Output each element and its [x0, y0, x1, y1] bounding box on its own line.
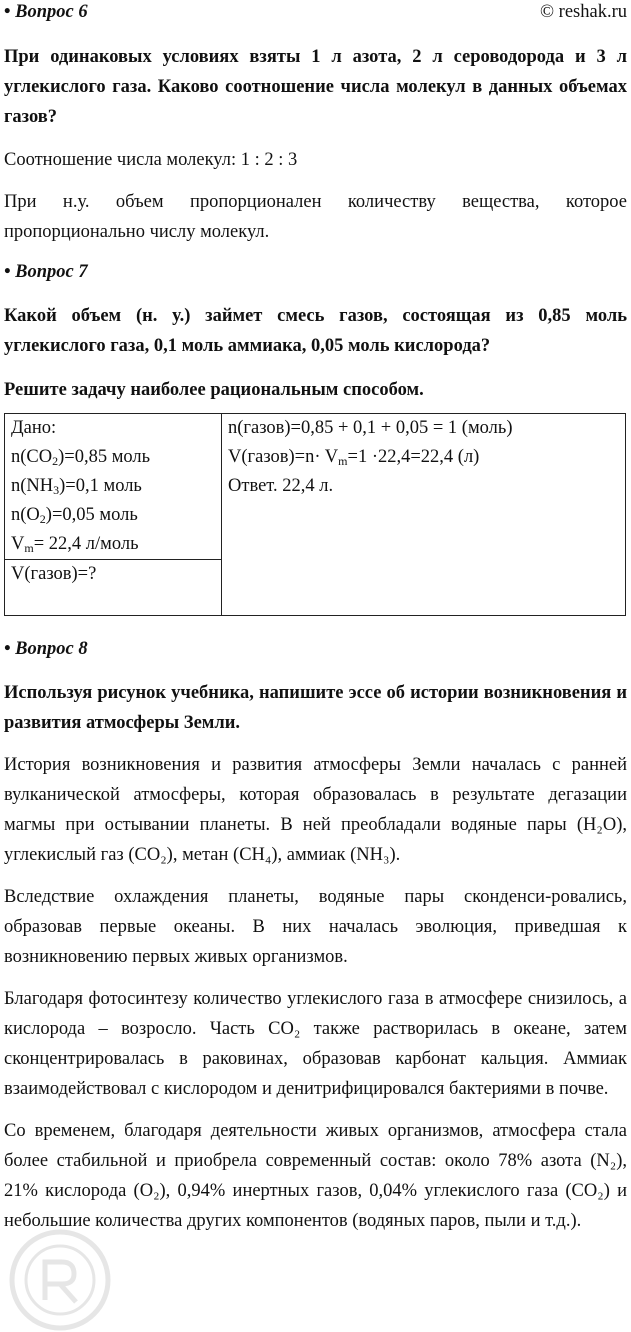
question-6-explanation: При н.у. объем пропорционален количеству вещества, которое пропорционально числу молекул.	[4, 192, 627, 242]
solution-line-1: n(газов)=0,85 + 0,1 + 0,05 = 1 (моль)	[228, 418, 513, 438]
essay-paragraph-2: Вследствие охлаждения планеты, водяные пары сконденси-ровались, образовав первые океаны. В них началась эволюция, приведшая к возникновению первых живых организмов.	[4, 887, 627, 967]
task-table	[4, 413, 626, 616]
page-header	[4, 0, 627, 28]
solution-answer: Ответ. 22,4 л.	[228, 476, 334, 496]
essay-paragraph-4: Со временем, благодаря деятельности живых организмов, атмосфера стала более стабильной и приобрела современный состав: около 78% азота (N₂), 21% кислорода (O₂), 0,94% инертных газов, 0,04% углекислого газа (CO₂) и небольшие количества других компонентов (водяных паров, пыли и т.д.).	[4, 1121, 627, 1231]
given-nh3: $n(NH_3)=0,1$ моль	[11, 476, 142, 497]
given-title: Дано:	[11, 418, 57, 438]
solution-line-2: V(газов)=n· $V_m=1 \cdot 22,4=22,4$ (л)	[228, 447, 480, 468]
question-7-instruction: Решите задачу наиболее рациональным способом.	[4, 380, 424, 400]
question-8-heading: • Вопрос 8	[4, 639, 88, 659]
given-cell	[5, 414, 222, 560]
solution-cell	[222, 414, 626, 616]
question-8-text: Используя рисунок учебника, напишите эссе об истории возникновения и развития атмосферы Земли.	[4, 683, 627, 733]
given-vm: $V_m= 22,4$ л/моль	[11, 534, 139, 555]
given-co2: $n(CO_2)=0,85$ моль	[11, 447, 151, 468]
find-value: V(газов)=?	[11, 564, 97, 584]
question-6-text: При одинаковых условиях взяты 1 л азота, 2 л сероводорода и 3 л углекислого газа. Каково соотношение числа молекул в данных объемах газов?	[4, 47, 627, 127]
document-page	[4, 0, 627, 1236]
find-cell	[5, 560, 222, 616]
question-7-text: Какой объем (н. у.) займет смесь газов, состоящая из 0,85 моль углекислого газа, 0,1 моль аммиака, 0,05 моль кислорода?	[4, 306, 627, 356]
essay-paragraph-1: История возникновения и развития атмосферы Земли началась с ранней вулканической атмосферы, которая образовалась в результате дегазации магмы при остывании планеты. В ней преобладали водяные пары (H₂O), углекислый газ (CO₂), метан (CH₄), аммиак (NH₃).	[4, 755, 627, 865]
site-credit: © reshak.ru	[540, 2, 627, 22]
given-o2: $n(O_2)=0,05$ моль	[11, 505, 138, 526]
question-7-heading: • Вопрос 7	[4, 262, 88, 282]
question-6-heading: • Вопрос 6	[4, 2, 88, 22]
question-6-answer: Соотношение числа молекул: 1 : 2 : 3	[4, 150, 298, 170]
essay-paragraph-3: Благодаря фотосинтезу количество углекислого газа в атмосфере снизилось, а кислорода – возросло. Часть CO₂ также растворилась в океане, затем сконцентрировалась в раковинах, образовав карбонат кальция. Аммиак взаимодействовал с кислородом и денитрифицировался бактериями в почве.	[4, 989, 627, 1099]
